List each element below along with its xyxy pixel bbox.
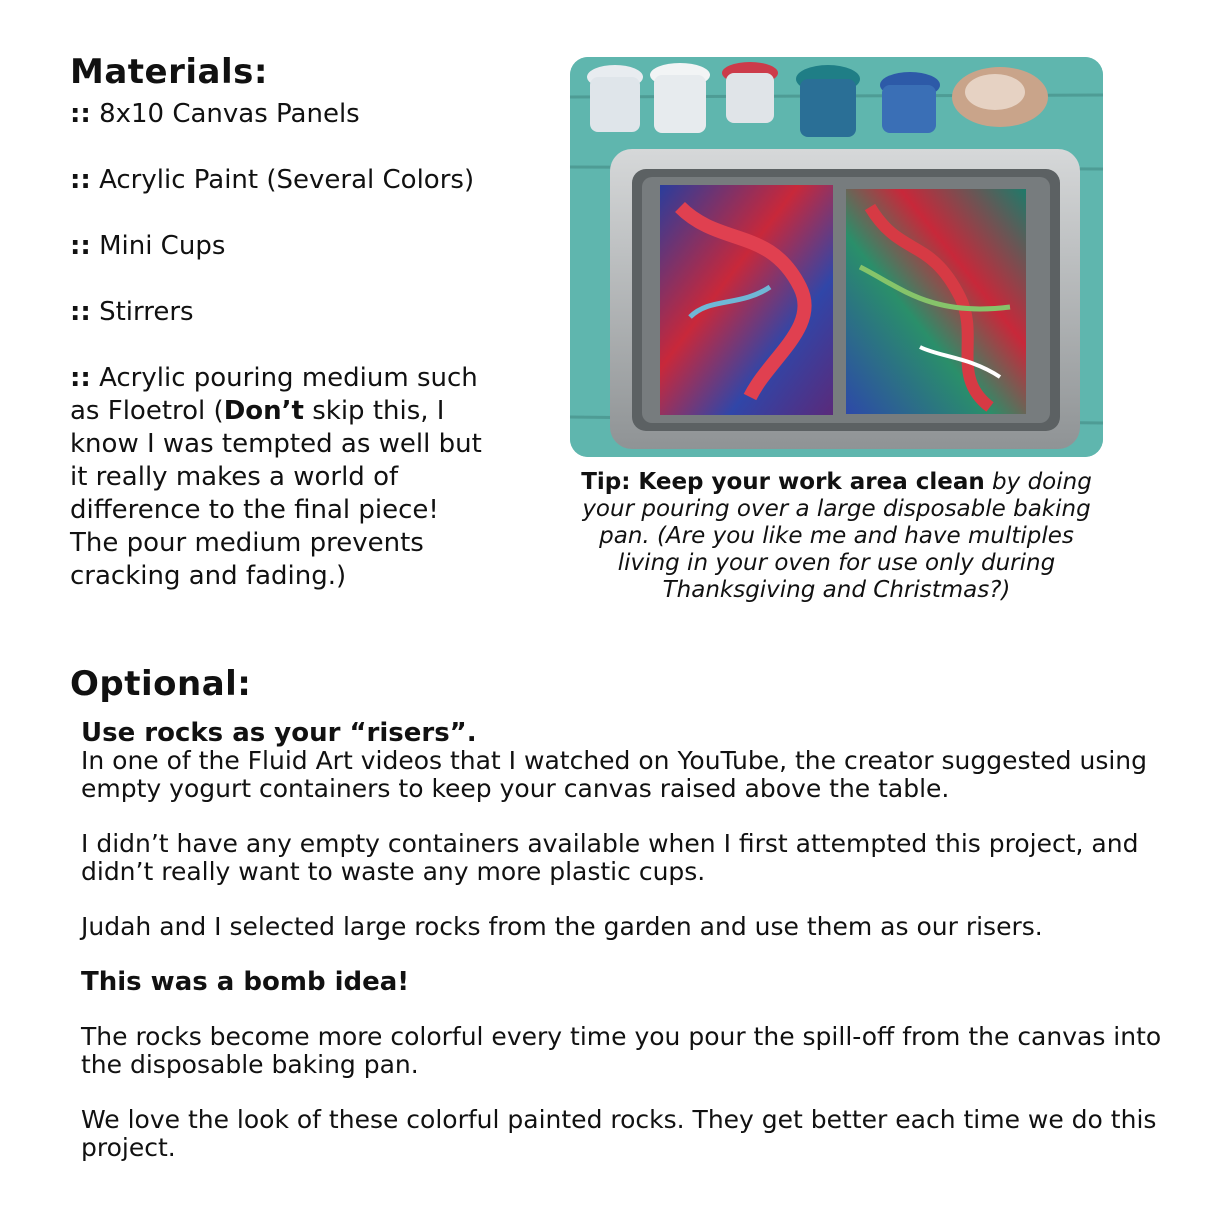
item-text: Stirrers <box>99 297 194 327</box>
item-text-after: skip this, I know I was tempted as well but it really makes a world of difference to the final piece! The pour medium prevents cracking and fading.) <box>70 396 482 591</box>
item-text-bold: Don’t <box>223 396 304 426</box>
paragraph-rocks: Judah and I selected large rocks from the garden and use them as our risers. <box>81 912 1043 941</box>
item-text: Acrylic Paint (Several Colors) <box>99 165 475 195</box>
paragraph-colorful: The rocks become more colorful every time you pour the spill-off from the canvas into the disposable baking pan. <box>81 1022 1162 1079</box>
tip-italic: by doing your pouring over a large disposable baking pan. (Are you like me and have multiples living in your oven for use only during Thanksgiving and Christmas?) <box>582 469 1092 603</box>
optional-subheading: Use rocks as your “risers”. <box>81 718 477 748</box>
photo-caption <box>570 469 1103 604</box>
paragraph-yogurt: In one of the Fluid Art videos that I watched on YouTube, the creator suggested using empty yogurt containers to keep your canvas raised above the table. <box>81 746 1148 803</box>
list-item <box>70 164 490 197</box>
item-text: Mini Cups <box>99 231 226 261</box>
item-text: 8x10 Canvas Panels <box>99 99 360 129</box>
list-item-pouring-medium <box>70 362 490 593</box>
photo <box>570 57 1103 457</box>
bullet: :: <box>70 99 91 129</box>
paragraph-containers: I didn’t have any empty containers available when I first attempted this project, and didn’t really want to waste any more plastic cups. <box>81 829 1139 886</box>
paragraph-love: We love the look of these colorful painted rocks. They get better each time we do this project. <box>81 1105 1157 1162</box>
item-text-before: Acrylic pouring medium such as Floetrol ( <box>70 363 478 426</box>
bullet: :: <box>70 231 91 261</box>
paragraph-bomb-idea: This was a bomb idea! <box>81 967 410 997</box>
list-item <box>70 296 490 329</box>
tip-bold: Tip: Keep your work area clean <box>581 469 985 495</box>
materials-list <box>70 98 490 626</box>
materials-heading: Materials: <box>70 52 268 92</box>
optional-heading: Optional: <box>70 664 252 704</box>
photo-icon <box>570 57 1103 457</box>
bullet: :: <box>70 165 91 195</box>
list-item <box>70 230 490 263</box>
bullet: :: <box>70 297 91 327</box>
optional-body <box>81 719 1171 1189</box>
list-item <box>70 98 490 131</box>
bullet: :: <box>70 363 91 393</box>
